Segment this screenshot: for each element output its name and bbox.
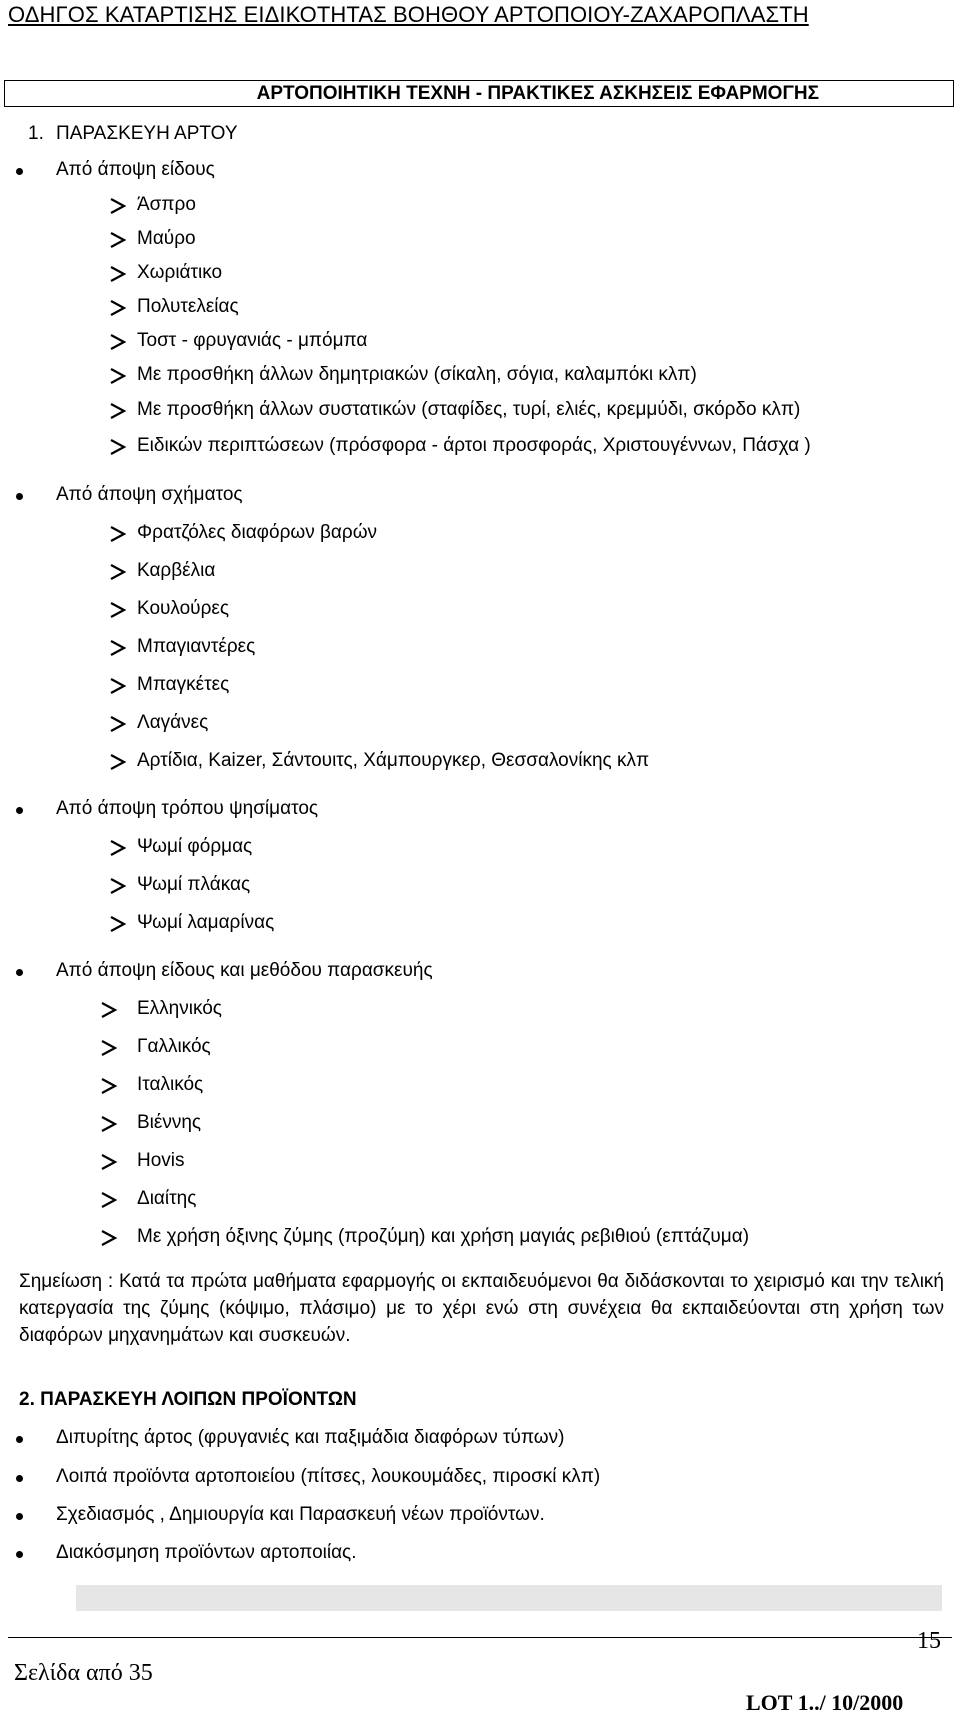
- sub-item-text: Πολυτελείας: [137, 296, 239, 317]
- sub-item-text: Ειδικών περιπτώσεων (πρόσφορα - άρτοι προσφοράς, Χριστουγέννων, Πάσχα ): [137, 435, 811, 456]
- sub-item-text: Ελληνικός: [137, 998, 222, 1019]
- sub-item-text: Φρατζόλες διαφόρων βαρών: [137, 522, 378, 543]
- sub-item-text: Αρτίδια, Kaizer, Σάντουιτς, Χάμπουργκερ, Θεσσαλονίκης κλπ: [137, 750, 650, 771]
- section1-number: 1.: [28, 123, 44, 144]
- bullet-icon: [16, 969, 23, 976]
- section1-title: ΠΑΡΑΣΚΕΥΗ ΑΡΤΟΥ: [56, 123, 238, 144]
- section-title: ΑΡΤΟΠΟΙΗΤΙΚΗ ΤΕΧΝΗ - ΠΡΑΚΤΙΚΕΣ ΑΣΚΗΣΕΙΣ ΕΦΑΡΜΟΓΗΣ: [256, 83, 819, 104]
- sub-item-text: Λαγάνες: [137, 712, 209, 733]
- sub-item-text: Διαίτης: [137, 1188, 197, 1209]
- sub-item-text: Μπαγκέτες: [137, 674, 230, 695]
- arrow-bullet-icon: [99, 1076, 119, 1096]
- arrow-bullet-icon: [108, 562, 128, 582]
- group-label: Από άποψη τρόπου ψησίματος: [56, 798, 319, 819]
- sub-item-text: Χωριάτικο: [137, 262, 223, 283]
- sub-item-text: Με χρήση όξινης ζύμης (προζύμη) και χρήση μαγιάς ρεβιθιού (επτάζυμα): [137, 1226, 750, 1247]
- bullet-icon: [16, 493, 23, 500]
- arrow-bullet-icon: [99, 1152, 119, 1172]
- sub-item-text: Άσπρο: [137, 194, 196, 215]
- sub-item-text: Μπαγιαντέρες: [137, 636, 256, 657]
- arrow-bullet-icon: [108, 401, 128, 421]
- bullet-icon: [16, 1551, 23, 1558]
- sub-item-text: Γαλλικός: [137, 1036, 211, 1057]
- section2-title: 2. ΠΑΡΑΣΚΕΥΗ ΛΟΙΠΩΝ ΠΡΟΪΟΝΤΩΝ: [19, 1389, 357, 1410]
- arrow-bullet-icon: [99, 1190, 119, 1210]
- arrow-bullet-icon: [108, 752, 128, 772]
- arrow-bullet-icon: [108, 524, 128, 544]
- group-label: Από άποψη σχήματος: [56, 484, 243, 505]
- section2-item: Διπυρίτης άρτος (φρυγανιές και παξιμάδια διαφόρων τύπων): [56, 1427, 565, 1448]
- group-label: Από άποψη είδους: [56, 159, 215, 180]
- sub-item-text: Τοστ - φρυγανιάς - μπόμπα: [137, 330, 368, 351]
- sub-item-text: Με προσθήκη άλλων δημητριακών (σίκαλη, σόγια, καλαμπόκι κλπ): [137, 364, 697, 385]
- arrow-bullet-icon: [108, 914, 128, 934]
- shaded-bar: [76, 1585, 942, 1611]
- arrow-bullet-icon: [108, 838, 128, 858]
- section-title-box: [4, 80, 954, 107]
- bullet-icon: [16, 807, 23, 814]
- sub-item-text: Ιταλικός: [137, 1074, 204, 1095]
- sub-item-text: Ψωμί λαμαρίνας: [137, 912, 275, 933]
- bullet-icon: [16, 1475, 23, 1482]
- arrow-bullet-icon: [108, 230, 128, 250]
- arrow-bullet-icon: [99, 1038, 119, 1058]
- page-label: Σελίδα από 35: [14, 1660, 153, 1686]
- sub-item-text: Βιέννης: [137, 1112, 202, 1133]
- sub-item-text: Κουλούρες: [137, 598, 230, 619]
- arrow-bullet-icon: [108, 437, 128, 457]
- sub-item-text: Ψωμί φόρμας: [137, 836, 253, 857]
- section2-item: Λοιπά προϊόντα αρτοποιείου (πίτσες, λουκουμάδες, πιροσκί κλπ): [56, 1466, 601, 1487]
- arrow-bullet-icon: [108, 332, 128, 352]
- note-paragraph: Σημείωση : Κατά τα πρώτα μαθήματα εφαρμογής οι εκπαιδευόμενοι θα διδάσκονται το χειρισμό και την τελική κατεργασία της ζύμης (κόψιμο, πλάσιμο) με το χέρι ενώ στη συνέχεια θα εκπαιδεύονται στη χρήση των διαφόρων μηχανημάτων και συσκευών.: [19, 1271, 944, 1346]
- arrow-bullet-icon: [108, 600, 128, 620]
- arrow-bullet-icon: [99, 1000, 119, 1020]
- arrow-bullet-icon: [99, 1228, 119, 1248]
- arrow-bullet-icon: [108, 714, 128, 734]
- arrow-bullet-icon: [99, 1114, 119, 1134]
- bullet-icon: [16, 168, 23, 175]
- sub-item-text: Μαύρο: [137, 228, 196, 249]
- lot-label: LOT 1../ 10/2000: [746, 1690, 904, 1715]
- sub-item-text: Ψωμί πλάκας: [137, 874, 251, 895]
- footer-divider: [8, 1637, 952, 1638]
- arrow-bullet-icon: [108, 676, 128, 696]
- section2-item: Διακόσμηση προϊόντων αρτοποιίας.: [56, 1542, 357, 1563]
- sub-item-text: Με προσθήκη άλλων συστατικών (σταφίδες, τυρί, ελιές, κρεμμύδι, σκόρδο κλπ): [137, 399, 801, 420]
- group-label: Από άποψη είδους και μεθόδου παρασκευής: [56, 960, 433, 981]
- arrow-bullet-icon: [108, 638, 128, 658]
- bullet-icon: [16, 1436, 23, 1443]
- arrow-bullet-icon: [108, 366, 128, 386]
- arrow-bullet-icon: [108, 264, 128, 284]
- sub-item-text: Hovis: [137, 1150, 185, 1171]
- arrow-bullet-icon: [108, 298, 128, 318]
- arrow-bullet-icon: [108, 876, 128, 896]
- page-number: 15: [917, 1628, 941, 1654]
- sub-item-text: Καρβέλια: [137, 560, 216, 581]
- document-header: ΟΔΗΓΟΣ ΚΑΤΑΡΤΙΣΗΣ ΕΙΔΙΚΟΤΗΤΑΣ ΒΟΗΘΟΥ ΑΡΤΟΠΟΙΟΥ-ΖΑΧΑΡΟΠΛΑΣΤΗ: [8, 2, 809, 27]
- section2-item: Σχεδιασμός , Δημιουργία και Παρασκευή νέων προϊόντων.: [56, 1504, 545, 1525]
- arrow-bullet-icon: [108, 196, 128, 216]
- bullet-icon: [16, 1513, 23, 1520]
